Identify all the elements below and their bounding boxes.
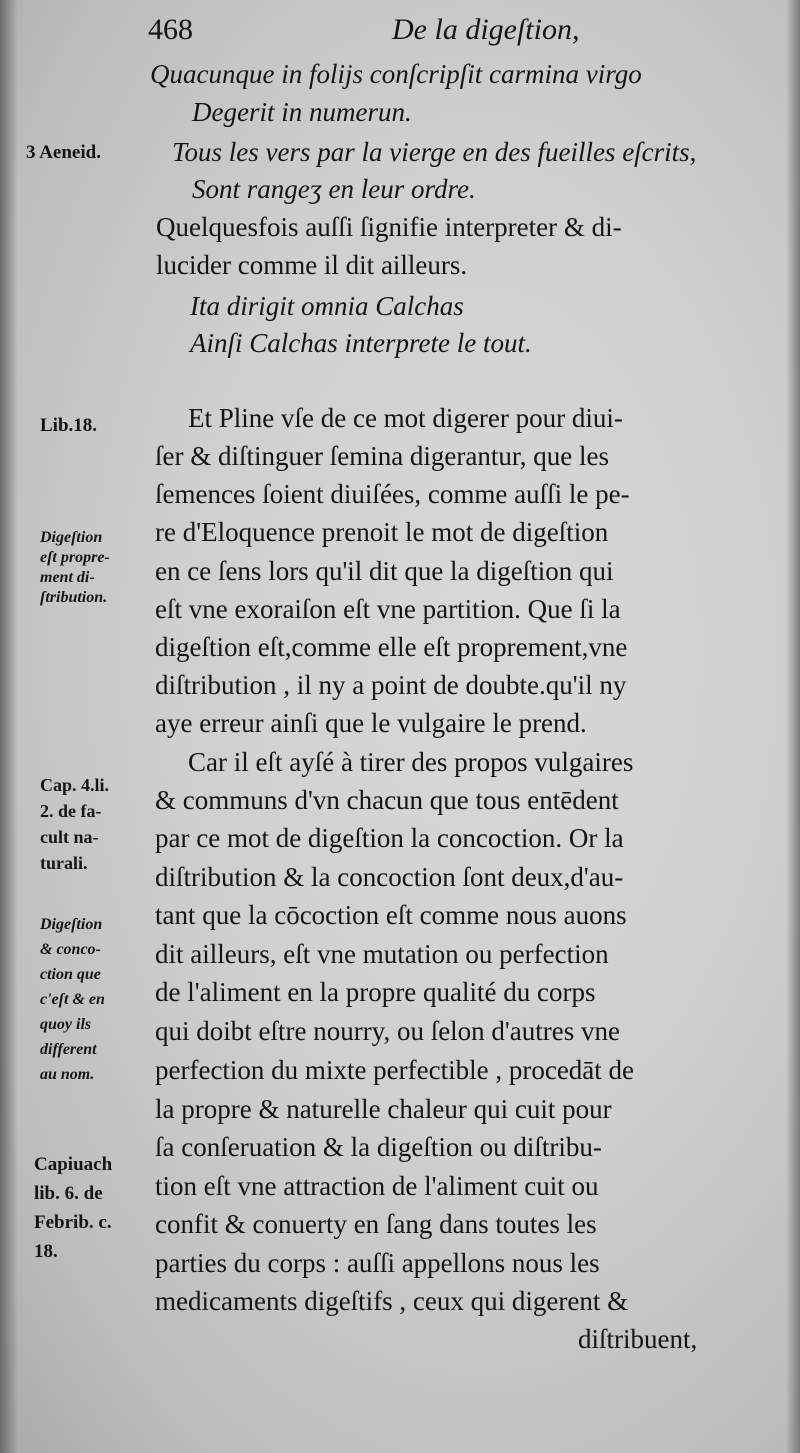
text-line: tant que la cōcoction eſt comme nous auons bbox=[155, 900, 627, 930]
text-line: medicaments digeſtifs , ceux qui digerent & bbox=[155, 1286, 629, 1316]
text-line: Car il eſt ayſé à tirer des propos vulgaires bbox=[188, 747, 634, 777]
margin-note-line: 2. de fa- bbox=[40, 801, 102, 821]
text-line: ſer & diſtinguer ſemina digerantur, que les bbox=[155, 441, 610, 471]
margin-note-capiuach bbox=[34, 1150, 146, 1266]
margin-note-cap4 bbox=[40, 772, 152, 876]
verse-line: Ainſi Calchas interprete le tout. bbox=[190, 328, 532, 358]
margin-note-aeneid: 3 Aeneid. bbox=[26, 142, 101, 163]
text-line: qui doibt eſtre nourry, ou ſelon d'autres vne bbox=[155, 1016, 620, 1046]
verse-line: Degerit in numerun. bbox=[192, 97, 412, 127]
margin-note-line: & conco- bbox=[40, 941, 101, 958]
text-line: dit ailleurs, eſt vne mutation ou perfection bbox=[155, 939, 609, 969]
text-line: & communs d'vn chacun que tous entēdent bbox=[155, 785, 619, 815]
margin-note-line: Febrib. c. bbox=[34, 1212, 112, 1233]
text-line: de l'aliment en la propre qualité du corps bbox=[155, 977, 596, 1007]
verse-line: Quacunque in folijs conſcripſit carmina virgo bbox=[150, 59, 642, 89]
text-line: la propre & naturelle chaleur qui cuit pour bbox=[155, 1094, 612, 1124]
verse-line: Sont rangeʒ en leur ordre. bbox=[192, 174, 476, 204]
margin-note-line: cult na- bbox=[40, 827, 99, 847]
verse-line: Tous les vers par la vierge en des fueilles eſcrits, bbox=[172, 137, 697, 167]
text-line: ſa conſeruation & la digeſtion ou diſtribu- bbox=[155, 1132, 602, 1162]
margin-note-line: ment di- bbox=[40, 569, 95, 586]
margin-note-line: Digeſtion bbox=[40, 529, 103, 546]
verse-line: Ita dirigit omnia Calchas bbox=[190, 291, 464, 321]
margin-note-line: Cap. 4.li. bbox=[40, 775, 110, 795]
text-line: re d'Eloquence prenoit le mot de digeſtion bbox=[155, 517, 609, 547]
margin-note-line: eſt propre- bbox=[40, 549, 110, 566]
text-line: lucider comme il dit ailleurs. bbox=[156, 250, 468, 280]
margin-note-line: quoy ils bbox=[40, 1016, 92, 1033]
text-line: par ce mot de digeſtion la concoction. Or la bbox=[155, 823, 624, 853]
text-line: ſemences ſoient diuiſées, comme auſſi le pe- bbox=[155, 479, 630, 509]
margin-note-line: c'eſt & en bbox=[40, 991, 105, 1008]
margin-note-digestion-concoction bbox=[40, 912, 152, 1087]
margin-note-line: Capiuach bbox=[34, 1154, 113, 1175]
margin-note-line: ction que bbox=[40, 966, 101, 983]
text-line: perfection du mixte perfectible , procedāt de bbox=[155, 1055, 635, 1085]
margin-note-line: Digeſtion bbox=[40, 916, 103, 933]
text-line: digeſtion eſt,comme elle eſt proprement,vne bbox=[155, 632, 628, 662]
text-line: diſtribuent, bbox=[578, 1324, 698, 1354]
text-line: parties du corps : auſſi appellons nous les bbox=[155, 1248, 600, 1278]
text-line: aye erreur ainſi que le vulgaire le prend. bbox=[155, 708, 587, 738]
margin-note-lib18: Lib.18. bbox=[40, 415, 98, 436]
page-number: 468 bbox=[148, 13, 193, 46]
margin-note-line: turali. bbox=[40, 853, 88, 873]
margin-note-digestion-propre bbox=[40, 528, 152, 608]
margin-note-line: lib. 6. de bbox=[34, 1183, 103, 1204]
text-line: confit & conuerty en ſang dans toutes les bbox=[155, 1209, 597, 1239]
margin-note-line: 18. bbox=[34, 1241, 58, 1262]
text-line: Et Pline vſe de ce mot digerer pour diui- bbox=[188, 403, 623, 433]
margin-note-line: ſtribution. bbox=[40, 589, 108, 606]
text-line: diſtribution & la concoction ſont deux,d'au- bbox=[155, 862, 624, 892]
running-title: De la digeſtion, bbox=[392, 13, 580, 46]
text-line: eſt vne exoraiſon eſt vne partition. Que ſi la bbox=[155, 594, 621, 624]
text-line: en ce ſens lors qu'il dit que la digeſtion qui bbox=[155, 556, 614, 586]
margin-note-line: au nom. bbox=[40, 1066, 95, 1083]
text-line: tion eſt vne attraction de l'aliment cuit ou bbox=[155, 1171, 599, 1201]
text-line: Quelquesfois auſſi ſignifie interpreter & di- bbox=[156, 212, 622, 242]
text-line: diſtribution , il ny a point de doubte.qu'il ny bbox=[155, 670, 627, 700]
margin-note-line: different bbox=[40, 1041, 97, 1058]
